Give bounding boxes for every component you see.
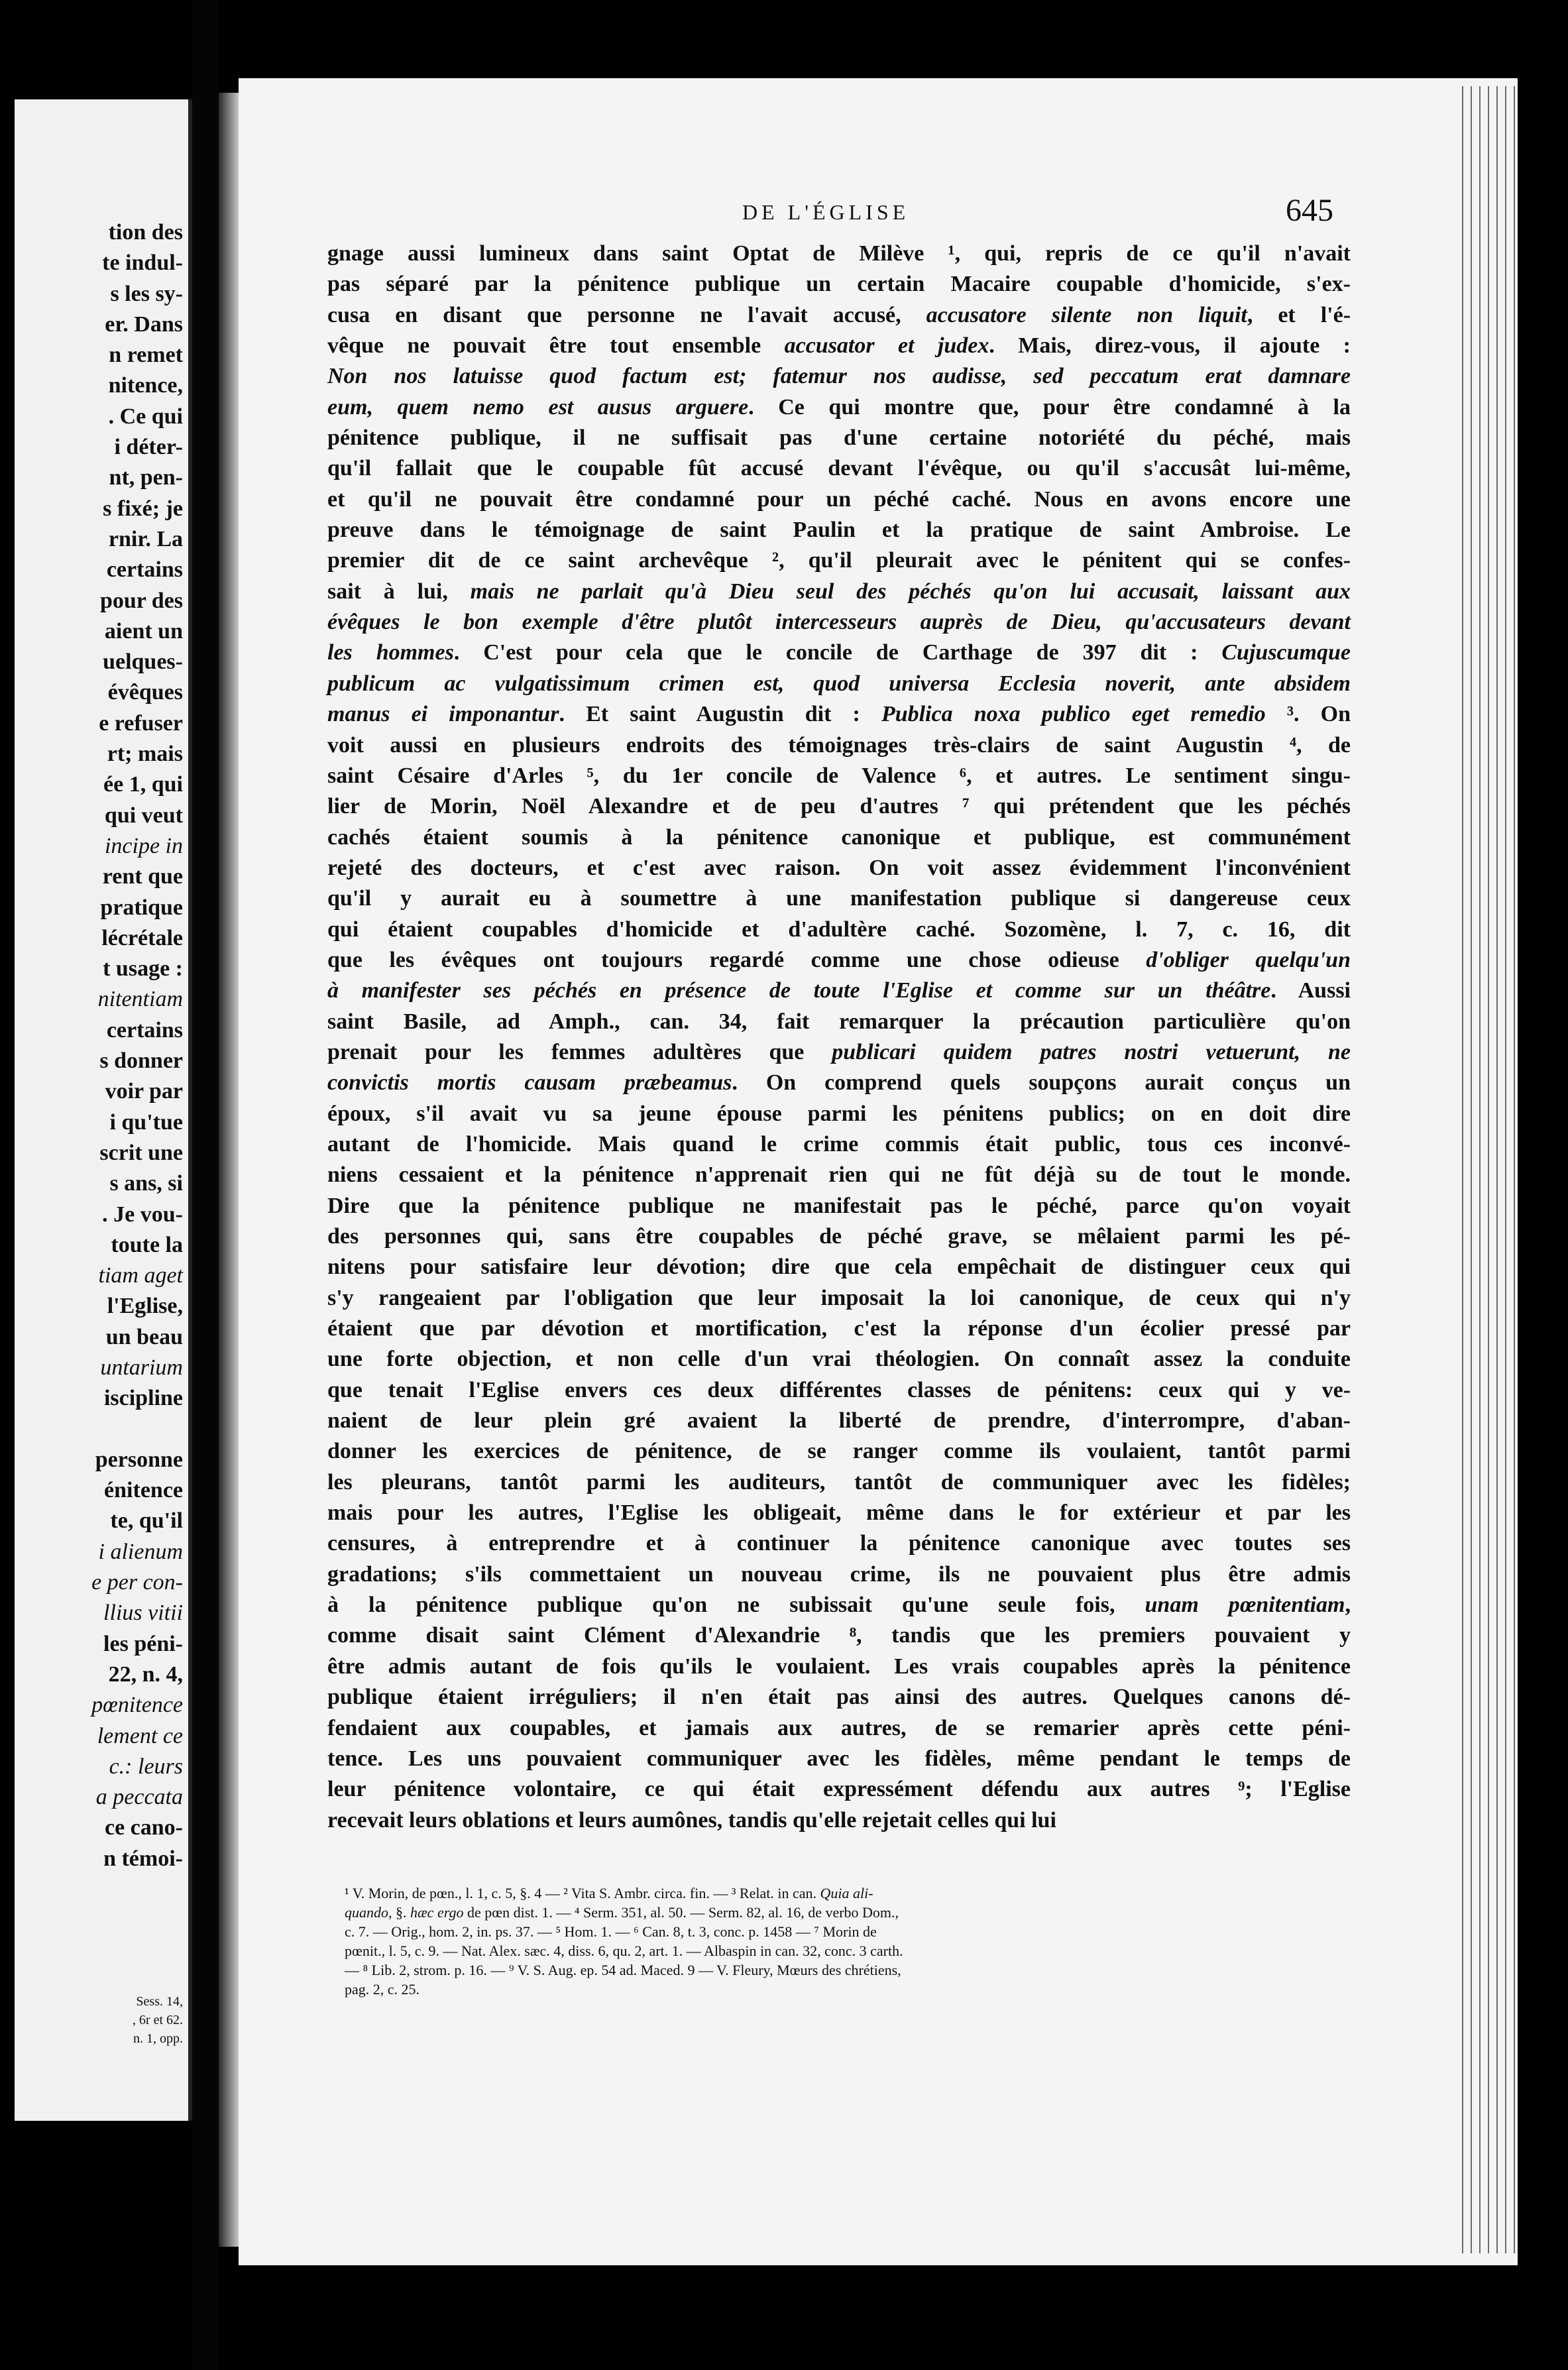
book-gutter [192, 0, 219, 2370]
text-run: voit aussi en plusieurs endroits des témoignages très-clairs de saint Augustin ⁴, de [327, 732, 1351, 758]
body-line [327, 915, 1351, 945]
facing-page-fragment [15, 99, 192, 2121]
italic-text: Cujuscumque [1221, 640, 1351, 665]
facing-page-line: rnir. La [108, 526, 183, 551]
facing-page-line: lement ce [97, 1723, 183, 1748]
italic-text: d'obliger quelqu'un [1146, 947, 1351, 972]
body-line [327, 300, 1351, 331]
text-run: gradations; s'ils commettaient un nouveau crime, ils ne pouvaient plus être admis [327, 1561, 1351, 1587]
text-run: saint Basile, ad Amph., can. 34, fait remarquer la précaution particulière qu'on [327, 1009, 1351, 1034]
text-run: comme disait saint Clément d'Alexandrie ⁸, tandis que les premiers pouvaient y [327, 1623, 1351, 1648]
body-line [327, 822, 1351, 853]
facing-page-note: n. 1, opp. [133, 2031, 183, 2046]
text-run: sait à lui, [327, 579, 471, 604]
footnote-line [345, 1884, 1339, 1903]
italic-text: Publica noxa publico eget remedio [881, 702, 1266, 727]
text-run: naient de leur plein gré avaient la liberté de prendre, d'interrompre, d'aban- [327, 1408, 1351, 1434]
body-line [327, 1406, 1351, 1436]
facing-page-line: i alienum [98, 1539, 183, 1564]
body-line [327, 1774, 1351, 1805]
text-run: pœnit., l. 5, c. 9. — Nat. Alex. sæc. 4, diss. 6, qu. 2, art. 1. — Albaspin in can. 32, conc. 3 carth. [345, 1943, 903, 1959]
body-line [327, 1498, 1351, 1528]
facing-page-line: voir par [105, 1079, 183, 1104]
facing-page-note: Sess. 14, [136, 1994, 183, 2009]
footnote-line [345, 1980, 1339, 1999]
facing-page-line: uelques- [103, 649, 183, 675]
text-run: nitens pour satisfaire leur dévotion; dire que cela empêchait de distinguer ceux qui [327, 1255, 1351, 1280]
italic-text: convictis mortis causam præbeamus [327, 1070, 732, 1096]
text-run: . On comprend quels soupçons aurait conçus un [732, 1070, 1351, 1096]
text-run: . Aussi [1270, 978, 1351, 1003]
facing-page-line: pratique [100, 895, 183, 920]
text-run: publique étaient irréguliers; il n'en était pas ainsi des autres. Quelques canons dé- [327, 1685, 1351, 1710]
body-line [327, 1068, 1351, 1098]
italic-text: Quia ali- [820, 1885, 873, 1901]
body-line [327, 1252, 1351, 1282]
facing-page-line: qui veut [104, 803, 183, 828]
text-run: saint Césaire d'Arles ⁵, du 1er concile de Valence ⁶, et autres. Le sentiment singu- [327, 763, 1351, 788]
facing-page-line: nitence, [108, 373, 183, 398]
facing-page-line: 22, n. 4, [108, 1662, 183, 1687]
text-run: autant de l'homicide. Mais quand le crime commis était public, tous ces inconvé- [327, 1131, 1351, 1157]
facing-page-line: évêques [107, 680, 183, 705]
facing-page-line: c.: leurs [109, 1754, 183, 1779]
facing-page-line: rt; mais [107, 742, 183, 767]
body-line [327, 577, 1351, 607]
facing-page-line: a peccata [95, 1785, 183, 1810]
text-run: . Et saint Augustin dit : [559, 702, 881, 727]
text-run: prenait pour les femmes adultères que [327, 1039, 832, 1064]
text-run: — ⁸ Lib. 2, strom. p. 16. — ⁹ V. S. Aug. ep. 54 ad. Maced. 9 — V. Fleury, Mœurs des chrétiens, [345, 1962, 901, 1978]
facing-page-line: n témoi- [103, 1846, 183, 1871]
text-run: tence. Les uns pouvaient communiquer avec les fidèles, même pendant le temps de [327, 1746, 1351, 1771]
text-run: , [1345, 1593, 1351, 1618]
body-line [327, 361, 1351, 392]
text-run: à la pénitence publique qu'on ne subissait qu'une seule fois, [327, 1593, 1145, 1618]
text-run: et qu'il ne pouvait être condamné pour un péché caché. Nous en avons encore une [327, 486, 1351, 512]
text-run: . Mais, direz-vous, il ajoute : [989, 333, 1351, 359]
facing-page-line: pœnitence [91, 1693, 183, 1718]
body-line [327, 1283, 1351, 1314]
facing-page-line: certains [106, 1017, 183, 1043]
text-run: rejeté des docteurs, et c'est avec raison. On voit assez évidemment l'inconvénient [327, 855, 1351, 880]
body-line [327, 1314, 1351, 1344]
body-line [327, 1590, 1351, 1620]
facing-page-line: nitentiam [97, 987, 183, 1012]
body-line [327, 1099, 1351, 1129]
body-line [327, 1682, 1351, 1713]
body-line [327, 515, 1351, 545]
body-line [327, 392, 1351, 423]
facing-page-line: ce cano- [104, 1815, 183, 1840]
text-run: donner les exercices de pénitence, de se ranger comme ils voulaient, tantôt parmi [327, 1439, 1351, 1464]
body-line [327, 423, 1351, 453]
text-run: mais pour les autres, l'Eglise les obligeait, même dans le for extérieur et par les [327, 1500, 1351, 1526]
body-line [327, 1713, 1351, 1744]
facing-page-line: nt, pen- [109, 465, 183, 490]
body-line [327, 1160, 1351, 1190]
text-run: ³. On [1265, 702, 1351, 727]
facing-page-line: pour des [99, 588, 183, 613]
body-line [327, 1129, 1351, 1160]
text-run: être admis autant de fois qu'ils le voulaient. Les vrais coupables après la pénitence [327, 1654, 1351, 1679]
facing-page-line: n remet [109, 343, 183, 368]
page-edges [1458, 86, 1518, 2253]
facing-page-line: certains [106, 557, 183, 583]
body-line [327, 1221, 1351, 1252]
text-run: preuve dans le témoignage de saint Paulin et la pratique de saint Ambroise. Le [327, 518, 1351, 543]
text-run: qui étaient coupables d'homicide et d'adultère caché. Sozomène, l. 7, c. 16, dit [327, 917, 1351, 942]
body-line [327, 545, 1351, 576]
text-run: que les évêques ont toujours regardé comme une chose odieuse [327, 947, 1147, 972]
body-line [327, 269, 1351, 300]
text-run: pas séparé par la pénitence publique un certain Macaire coupable d'homicide, s'ex- [327, 272, 1351, 297]
text-run: fendaient aux coupables, et jamais aux autres, de se remarier après cette péni- [327, 1715, 1351, 1740]
facing-page-line: t usage : [103, 956, 183, 982]
italic-text: manus ei imponantur [327, 702, 559, 727]
facing-page-notes [133, 1992, 183, 2048]
text-run: une forte objection, et non celle d'un vrai théologien. On connaît assez la conduite [327, 1347, 1351, 1372]
text-run: premier dit de ce saint archevêque ², qu'il pleurait avec le pénitent qui se confes- [327, 548, 1351, 573]
body-line [327, 761, 1351, 791]
footnote-line [345, 1960, 1339, 1980]
text-run: cachés étaient soumis à la pénitence canonique et publique, est communément [327, 824, 1351, 850]
facing-page-line: . Je vou- [102, 1202, 183, 1227]
text-run: étaient que par dévotion et mortification, c'est la réponse d'un écolier pressé par [327, 1316, 1351, 1341]
italic-text: à manifester ses péchés en présence de toute l'Eglise et comme sur un théâtre [327, 978, 1271, 1003]
body-line [327, 1744, 1351, 1774]
body-line [327, 331, 1351, 361]
text-run: Dire que la pénitence publique ne manifestait pas le péché, parce qu'on voyait [327, 1193, 1351, 1218]
body-line [327, 730, 1351, 761]
footnote-line [345, 1922, 1339, 1941]
facing-page-line: s fixé; je [103, 496, 183, 521]
italic-text: mais ne parlait qu'à Dieu seul des péchés qu'on lui accusait, laissant aux [470, 579, 1351, 604]
body-line [327, 791, 1351, 822]
text-run: . Ce qui montre que, pour être condamné à la [748, 394, 1351, 420]
text-run: lier de Morin, Noël Alexandre et de peu d'autres ⁷ qui prétendent que les péchés [327, 794, 1351, 819]
body-line [327, 1805, 1351, 1836]
facing-page-note: , 6r et 62. [132, 2013, 183, 2027]
facing-page-line: les péni- [103, 1631, 183, 1656]
facing-page-text [91, 217, 183, 1874]
body-line [327, 1652, 1351, 1682]
text-run: qu'il fallait que le coupable fût accusé devant l'évêque, ou qu'il s'accusât lui-même, [327, 456, 1351, 481]
text-run: c. 7. — Orig., hom. 2, in. ps. 37. — ⁵ Hom. 1. — ⁶ Can. 8, t. 3, conc. p. 1458 — ⁷ Morin de [345, 1923, 877, 1940]
body-line [327, 699, 1351, 730]
text-run: , et l'é- [1247, 302, 1351, 327]
body-line [327, 1559, 1351, 1590]
footnote-line [345, 1941, 1339, 1960]
facing-page-line: tiam aget [98, 1263, 183, 1288]
facing-page-line: s donner [99, 1048, 183, 1074]
text-run: des personnes qui, sans être coupables de péché grave, se mêlaient parmi les pé- [327, 1224, 1351, 1249]
italic-text: unam pœnitentiam [1145, 1593, 1345, 1618]
facing-page-line: untarium [100, 1355, 183, 1380]
footnote-line [345, 1903, 1339, 1922]
body-line [327, 453, 1351, 484]
italic-text: publicari quidem patres nostri vetuerunt, ne [832, 1039, 1351, 1064]
facing-page-line: aient un [104, 618, 183, 644]
text-run: les pleurans, tantôt parmi les auditeurs, tantôt de communiquer avec les fidèles; [327, 1469, 1351, 1495]
facing-page-line: e per con- [91, 1570, 183, 1595]
body-text [327, 239, 1351, 1836]
facing-page-line: te indul- [102, 251, 183, 276]
italic-text: quando [345, 1904, 388, 1921]
facing-page-line: incipe in [104, 833, 183, 858]
text-run: de pœn dist. 1. — ⁴ Serm. 351, al. 50. — Serm. 82, al. 16, de verbo Dom., [463, 1904, 899, 1921]
text-run: qu'il y aurait eu à soumettre à une manifestation publique si dangereuse ceux [327, 886, 1351, 911]
text-run: recevait leurs oblations et leurs aumônes, tandis qu'elle rejetait celles qui lui [327, 1807, 1056, 1833]
facing-page-line: e refuser [99, 710, 183, 736]
text-run: . C'est pour cela que le concile de Carthage de 397 dit : [453, 640, 1222, 665]
text-run: s'y rangeaient par l'obligation que leur imposait la loi canonique, de ceux qui n'y [327, 1285, 1351, 1310]
body-line [327, 1528, 1351, 1559]
facing-page-line: toute la [111, 1232, 183, 1257]
body-line [327, 1344, 1351, 1375]
running-head: DE L'ÉGLISE [742, 200, 910, 224]
page-number: 645 [1286, 193, 1333, 228]
text-run: vêque ne pouvait être tout ensemble [327, 333, 785, 359]
italic-text: publicum ac vulgatissimum crimen est, quod universa Ecclesia noverit, ante absidem [327, 671, 1351, 696]
body-line [327, 945, 1351, 976]
facing-page-line: te, qu'il [110, 1508, 183, 1534]
body-line [327, 484, 1351, 515]
text-run: que tenait l'Eglise envers ces deux différentes classes de pénitens: ceux qui y ve- [327, 1377, 1351, 1402]
body-line [327, 1375, 1351, 1406]
italic-text: évêques le bon exemple d'être plutôt intercesseurs auprès de Dieu, qu'accusateurs devant [327, 610, 1351, 635]
body-line [327, 1191, 1351, 1221]
body-line [327, 669, 1351, 699]
facing-page-line: i qu'tue [109, 1109, 183, 1135]
gutter-shadow [219, 93, 239, 2247]
facing-page-line: s ans, si [109, 1171, 183, 1196]
italic-text: accusator et judex [784, 333, 989, 359]
italic-text: les hommes [327, 640, 454, 665]
facing-page-line: lécrétale [101, 925, 183, 950]
facing-page-line: rent que [102, 864, 183, 889]
facing-page-line: iscipline [103, 1386, 183, 1411]
body-line [327, 976, 1351, 1006]
italic-text: eum, quem nemo est ausus arguere [327, 394, 749, 420]
italic-text: accusatore silente non liquit [926, 302, 1247, 327]
scan-left-border [0, 0, 15, 2370]
text-run: niens cessaient et la pénitence n'apprenait rien qui ne fût déjà su de tout le monde. [327, 1162, 1351, 1188]
body-line [327, 1007, 1351, 1037]
text-run: , §. [388, 1904, 410, 1921]
body-line [327, 1467, 1351, 1498]
text-run: époux, s'il avait vu sa jeune épouse parmi les pénitens publics; on en doit dire [327, 1101, 1351, 1126]
facing-page-line: s les sy- [110, 281, 183, 306]
text-run: ¹ V. Morin, de pœn., l. 1, c. 5, §. 4 — ² Vita S. Ambr. circa. fin. — ³ Relat. in can. [345, 1885, 820, 1901]
facing-page-line: l'Eglise, [107, 1294, 183, 1319]
footnotes [345, 1884, 1339, 1999]
text-run: pénitence publique, il ne suffisait pas d'une certaine notoriété du péché, mais [327, 425, 1351, 451]
facing-page-line: personne [95, 1447, 183, 1472]
text-run: censures, à entreprendre et à continuer la pénitence canonique avec toutes ses [327, 1531, 1351, 1556]
facing-page-line: llius vitii [103, 1601, 183, 1626]
text-run: cusa en disant que personne ne l'avait accusé, [327, 302, 926, 327]
body-line [327, 638, 1351, 668]
body-line [327, 883, 1351, 914]
facing-page-line: scrit une [99, 1140, 183, 1165]
facing-page-line: er. Dans [105, 311, 183, 337]
facing-page-line: ée 1, qui [103, 772, 183, 797]
facing-page-line: un beau [105, 1324, 183, 1349]
body-line [327, 1037, 1351, 1068]
text-run: leur pénitence volontaire, ce qui était expressément défendu aux autres ⁹; l'Eglise [327, 1777, 1351, 1802]
text-run: pag. 2, c. 25. [345, 1981, 420, 1998]
body-line [327, 1620, 1351, 1651]
facing-page-line [91, 1414, 183, 1445]
text-run: gnage aussi lumineux dans saint Optat de Milève ¹, qui, repris de ce qu'il n'avait [327, 241, 1351, 266]
body-line [327, 1436, 1351, 1467]
facing-page-line: énitence [104, 1478, 183, 1503]
italic-text: Non nos latuisse quod factum est; fatemur nos audisse, sed peccatum erat damnare [327, 364, 1351, 389]
facing-page-line: tion des [108, 220, 183, 245]
facing-page-line: i déter- [114, 435, 183, 460]
body-line [327, 239, 1351, 269]
body-line [327, 607, 1351, 638]
italic-text: hæc ergo [410, 1904, 464, 1921]
facing-page-line: . Ce qui [108, 404, 183, 429]
body-line [327, 853, 1351, 883]
